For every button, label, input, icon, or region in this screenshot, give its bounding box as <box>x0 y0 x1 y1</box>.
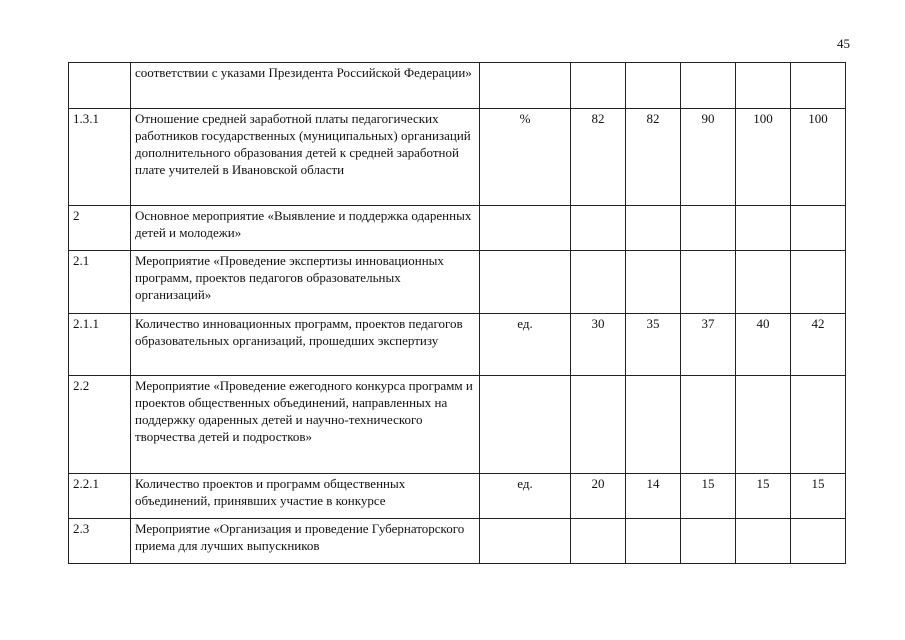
row-number: 2.3 <box>69 519 131 564</box>
row-value <box>736 519 791 564</box>
row-value <box>681 519 736 564</box>
row-unit: % <box>480 109 571 206</box>
row-value <box>681 376 736 474</box>
row-value <box>681 63 736 109</box>
row-value <box>571 206 626 251</box>
row-value: 15 <box>736 474 791 519</box>
row-unit <box>480 251 571 314</box>
row-description: Основное мероприятие «Выявление и поддержка одаренных детей и молодежи» <box>131 206 480 251</box>
row-value: 100 <box>736 109 791 206</box>
row-number: 2.1 <box>69 251 131 314</box>
row-number: 2.2 <box>69 376 131 474</box>
row-value <box>626 251 681 314</box>
row-value <box>571 376 626 474</box>
row-value <box>626 376 681 474</box>
row-number: 2.2.1 <box>69 474 131 519</box>
table-row <box>69 314 846 376</box>
table-row <box>69 519 846 564</box>
row-number <box>69 63 131 109</box>
row-description: Мероприятие «Организация и проведение Губернаторского приема для лучших выпускников <box>131 519 480 564</box>
row-number: 2.1.1 <box>69 314 131 376</box>
table-row <box>69 251 846 314</box>
row-value <box>681 206 736 251</box>
row-value: 100 <box>791 109 846 206</box>
row-description: Отношение средней заработной платы педагогических работников государственных (муниципальных) организаций дополнительного образования детей к средней заработной плате учителей в Ивановской области <box>131 109 480 206</box>
row-value <box>791 63 846 109</box>
row-value: 42 <box>791 314 846 376</box>
row-value <box>791 519 846 564</box>
row-value <box>791 251 846 314</box>
row-unit <box>480 376 571 474</box>
table-row <box>69 63 846 109</box>
row-value <box>571 63 626 109</box>
row-unit <box>480 519 571 564</box>
row-value <box>736 376 791 474</box>
row-value <box>626 206 681 251</box>
row-unit <box>480 206 571 251</box>
row-number: 2 <box>69 206 131 251</box>
row-value: 15 <box>681 474 736 519</box>
table-row <box>69 474 846 519</box>
row-value <box>571 519 626 564</box>
row-number: 1.3.1 <box>69 109 131 206</box>
table-row <box>69 109 846 206</box>
row-value <box>791 376 846 474</box>
row-value: 20 <box>571 474 626 519</box>
indicators-table <box>68 62 846 564</box>
row-description: Количество проектов и программ общественных объединений, принявших участие в конкурсе <box>131 474 480 519</box>
row-value: 40 <box>736 314 791 376</box>
row-value <box>681 251 736 314</box>
row-value <box>571 251 626 314</box>
row-value <box>626 519 681 564</box>
row-value: 90 <box>681 109 736 206</box>
row-unit: ед. <box>480 314 571 376</box>
row-value <box>736 63 791 109</box>
row-description: Количество инновационных программ, проектов педагогов образовательных организаций, прошедших экспертизу <box>131 314 480 376</box>
row-value: 82 <box>626 109 681 206</box>
row-value <box>626 63 681 109</box>
row-value <box>736 251 791 314</box>
row-description: Мероприятие «Проведение экспертизы инновационных программ, проектов педагогов образовательных организаций» <box>131 251 480 314</box>
row-unit <box>480 63 571 109</box>
row-value: 82 <box>571 109 626 206</box>
table-row <box>69 206 846 251</box>
page-number: 45 <box>837 36 850 51</box>
row-value <box>736 206 791 251</box>
table-row <box>69 376 846 474</box>
row-value: 30 <box>571 314 626 376</box>
row-value: 35 <box>626 314 681 376</box>
row-unit: ед. <box>480 474 571 519</box>
row-value: 37 <box>681 314 736 376</box>
row-value: 15 <box>791 474 846 519</box>
row-description: Мероприятие «Проведение ежегодного конкурса программ и проектов общественных объединений, направленных на поддержку одаренных детей и научно-технического творчества детей и подростков» <box>131 376 480 474</box>
row-value: 14 <box>626 474 681 519</box>
row-description: соответствии с указами Президента Российской Федерации» <box>131 63 480 109</box>
row-value <box>791 206 846 251</box>
